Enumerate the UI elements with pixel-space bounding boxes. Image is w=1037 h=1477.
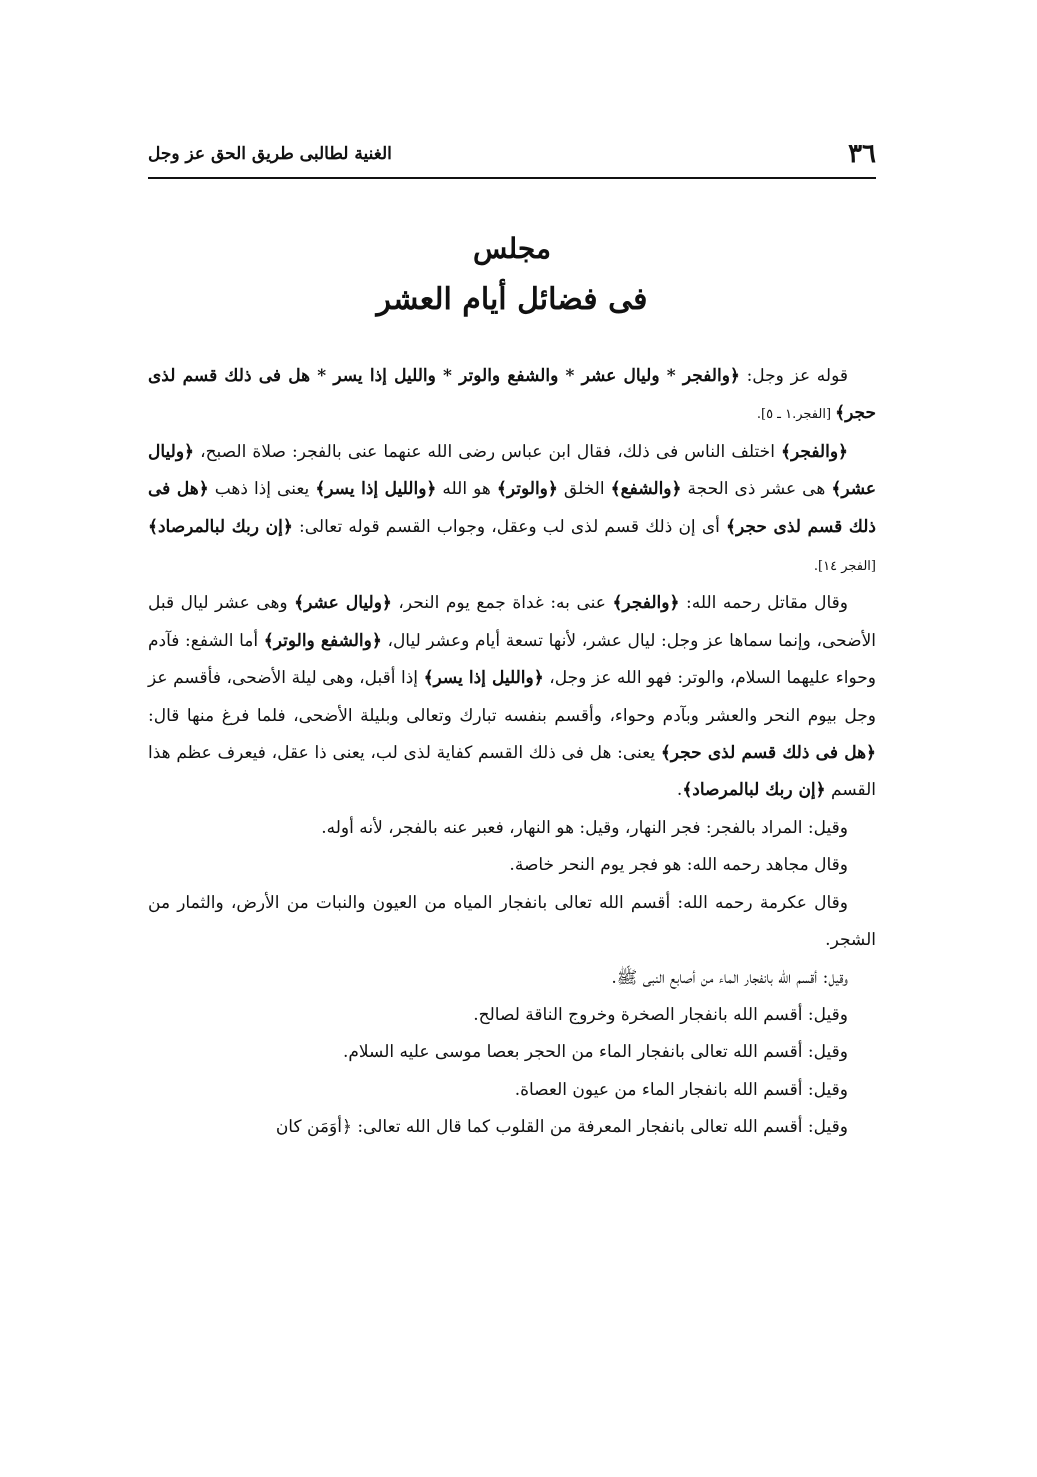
paragraph-5: وقال مجاهد رحمه الله: هو فجر يوم النحر خاصة. <box>509 855 848 876</box>
body-text <box>148 358 876 1147</box>
text-run: يعنى: هل فى ذلك القسم كفاية لذى لب، يعنى ذا عقل، فيعرف عظم هذا القسم <box>148 743 876 801</box>
text-run: عنى به: غداة جمع يوم النحر، <box>391 593 613 614</box>
verse-reference: [الفجر ١٤]. <box>813 559 876 575</box>
quran-verse: ﴿أوَمَن كان <box>275 1117 352 1138</box>
running-title: الغنية لطالبى طريق الحق عز وجل <box>148 144 392 164</box>
paragraph-3 <box>148 585 876 809</box>
text-run: . <box>676 780 683 801</box>
quran-verse: ﴿والفجر﴾ <box>612 593 680 614</box>
paragraph-7: وقيل: أقسم الله بانفجار الماء من أصابع النبى ﷺ. <box>611 967 848 988</box>
text-run: اختلف الناس فى ذلك، فقال ابن عباس رضى الله عنهما عنى بالفجر: صلاة الصبح، <box>194 441 781 462</box>
header-rule <box>148 177 876 179</box>
quran-verse: ﴿إن ربك لبالمرصاد﴾ <box>682 780 826 801</box>
text-run: هو الله <box>436 479 497 500</box>
text-run: أما الشفع: فآدم وحواء عليهما السلام، والوتر: فهو الله عز وجل، <box>148 630 877 689</box>
quran-verse: ﴿والليل إذا يسر﴾ <box>315 479 437 500</box>
text-run: وهى عشر ليال قبل الأضحى، وإنما سماها عز وجل: ليال عشر، لأنها تسعة أيام وعشر ليال، <box>148 593 876 651</box>
quran-verse: ﴿والليل إذا يسر﴾ <box>423 668 544 689</box>
title-line-1: مجلس <box>472 232 552 265</box>
paragraph-1 <box>148 358 876 434</box>
quran-verse: ﴿والفجر﴾ <box>781 441 848 462</box>
quran-verse: ﴿هل فى ذلك قسم لذى حجر﴾ <box>148 479 877 537</box>
text-run: إذا أقبل، وهى ليلة الأضحى، فأقسم عز وجل بيوم النحر والعشر وبآدم وحواء، وأقسم بنفسه تبارك وتعالى وبليلة الأضحى، فلما فرغ منها قال: <box>148 668 876 726</box>
quran-verse: ﴿وليال عشر﴾ <box>148 441 877 500</box>
page-header <box>148 136 876 178</box>
text-run: يعنى إذا ذهب <box>208 479 316 500</box>
text-run: أى إن ذلك قسم لذى لب وعقل، وجواب القسم قوله تعالى: <box>292 516 727 537</box>
chapter-title <box>148 228 876 324</box>
text-run: قوله عز وجل: <box>739 366 849 386</box>
paragraph-6: وقال عكرمة رحمه الله: أقسم الله تعالى بانفجار المياه من العيون والنبات من الأرض، والثمار من الشجر. <box>148 892 876 951</box>
quran-verse: ﴿والشفع والوتر﴾ <box>263 630 382 651</box>
text-run: وقال مقاتل رحمه الله: <box>679 593 848 614</box>
title-line-2: فى فضائل أيام العشر <box>376 282 648 317</box>
quran-verse: ﴿هل فى ذلك قسم لذى حجر﴾ <box>660 743 876 764</box>
paragraph-11 <box>148 1109 876 1146</box>
text-run: الخلق <box>557 479 611 500</box>
quran-verse: ﴿والوتر﴾ <box>496 479 558 500</box>
text-run: هى عشر ذى الحجة <box>681 479 832 500</box>
paragraph-9: وقيل: أقسم الله تعالى بانفجار الماء من الحجر بعصا موسى عليه السلام. <box>342 1042 848 1063</box>
paragraph-10: وقيل: أقسم الله بانفجار الماء من عيون العصاة. <box>514 1079 848 1100</box>
paragraph-8: وقيل: أقسم الله بانفجار الصخرة وخروج الناقة لصالح. <box>473 1004 848 1025</box>
quran-verse: ﴿وليال عشر﴾ <box>294 593 392 614</box>
quran-verse: ﴿إن ربك لبالمرصاد﴾ <box>148 516 293 537</box>
quran-verse: ﴿والشفع﴾ <box>610 479 682 500</box>
verse-reference: [الفجر.١ ـ ٥]. <box>756 407 836 423</box>
text-run: وقيل: أقسم الله تعالى بانفجار المعرفة من القلوب كما قال الله تعالى: <box>351 1117 848 1138</box>
page-number: ٣٦ <box>848 139 876 169</box>
paragraph-2 <box>148 434 876 586</box>
quran-verse: ﴿والفجر * وليال عشر * والشفع والوتر * والليل إذا يسر * هل فى ذلك قسم لذى حجر﴾ <box>148 366 876 424</box>
paragraph-4: وقيل: المراد بالفجر: فجر النهار، وقيل: هو النهار، فعبر عنه بالفجر، لأنه أوله. <box>321 817 848 838</box>
